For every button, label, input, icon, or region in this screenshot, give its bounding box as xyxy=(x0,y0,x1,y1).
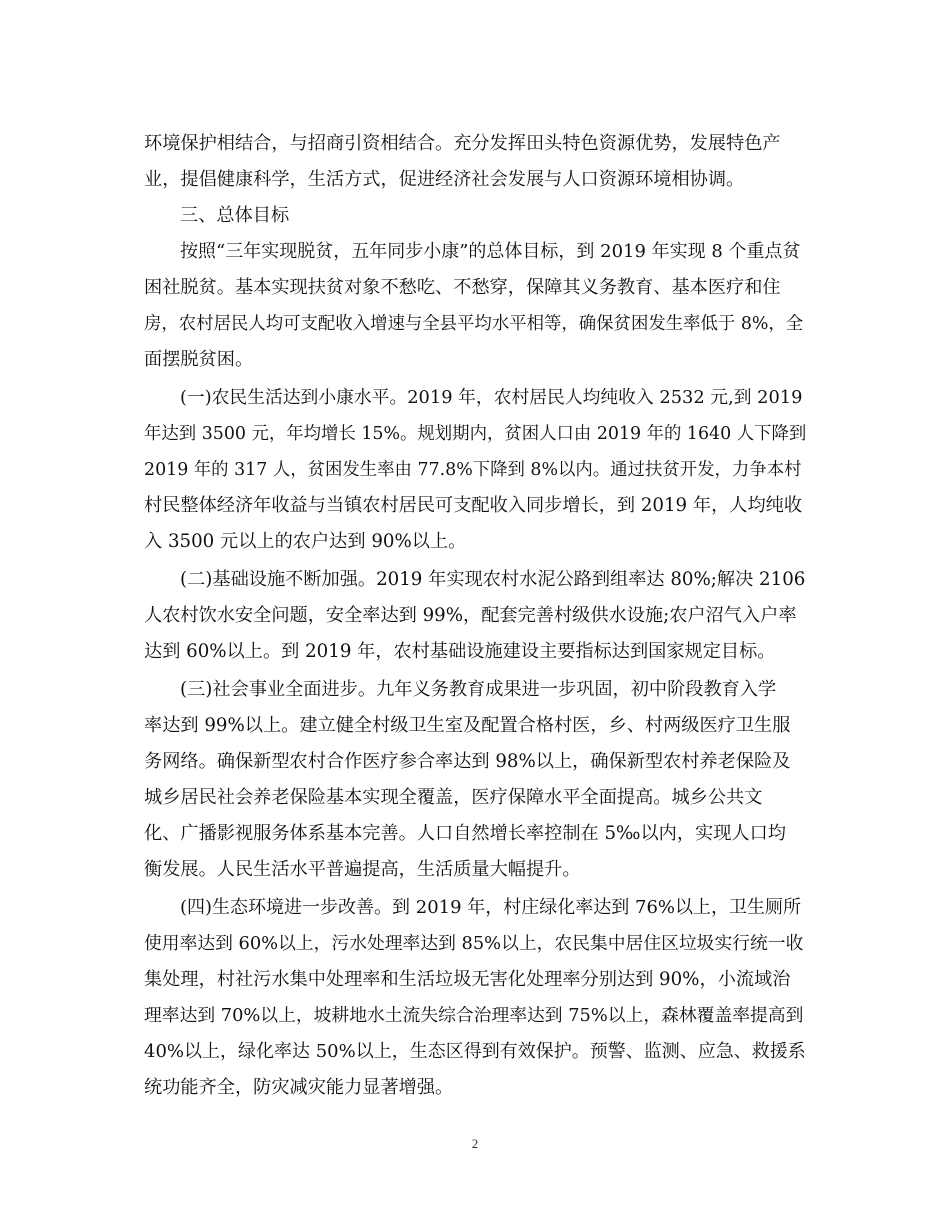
paragraph-line: 务网络。确保新型农村合作医疗参合率达到 98%以上，确保新型农村养老保险及 xyxy=(144,751,791,772)
paragraph-line: 村民整体经济年收益与当镇农村居民可支配收入同步增长，到 2019 年，人均纯收 xyxy=(144,495,803,516)
paragraph-line: 化、广播影视服务体系基本完善。人口自然增长率控制在 5‰以内，实现人口均 xyxy=(144,823,786,844)
section-heading: 三、总体目标 xyxy=(180,205,290,226)
paragraph-line: 按照“三年实现脱贫，五年同步小康”的总体目标，到 2019 年实现 8 个重点贫 xyxy=(180,241,801,262)
page-number: 2 xyxy=(471,1136,479,1151)
paragraph-line: (二)基础设施不断加强。2019 年实现农村水泥公路到组率达 80%;解决 2106 xyxy=(180,569,806,590)
paragraph-line: (三)社会事业全面进步。九年义务教育成果进一步巩固，初中阶段教育入学 xyxy=(180,679,777,700)
paragraph-line: 理率达到 70%以上，坡耕地水土流失综合治理率达到 75%以上，森林覆盖率提高到 xyxy=(144,1005,804,1026)
paragraph-line: 使用率达到 60%以上，污水处理率达到 85%以上，农民集中居住区垃圾实行统一收 xyxy=(144,933,804,954)
paragraph-line: 城乡居民社会养老保险基本实现全覆盖，医疗保障水平全面提高。城乡公共文 xyxy=(144,787,763,808)
paragraph-line: 环境保护相结合，与招商引资相结合。充分发挥田头特色资源优势，发展特色产 xyxy=(144,133,781,154)
paragraph-line: 达到 60%以上。到 2019 年，农村基础设施建设主要指标达到国家规定目标。 xyxy=(144,641,776,662)
paragraph-line: (四)生态环境进一步改善。到 2019 年，村庄绿化率达到 76%以上，卫生厕所 xyxy=(180,897,802,918)
paragraph-line: 入 3500 元以上的农户达到 90%以上。 xyxy=(144,531,467,552)
paragraph-line: 率达到 99%以上。建立健全村级卫生室及配置合格村医，乡、村两级医疗卫生服 xyxy=(144,715,791,736)
paragraph-line: 2019 年的 317 人，贫困发生率由 77.8%下降到 8%以内。通过扶贫开发，力争本村 xyxy=(144,460,802,480)
paragraph-line: 困社脱贫。基本实现扶贫对象不愁吃、不愁穿，保障其义务教育、基本医疗和住 xyxy=(144,277,781,298)
paragraph-line: 年达到 3500 元，年均增长 15%。规划期内，贫困人口由 2019 年的 1640 人下降到 xyxy=(144,424,807,444)
paragraph-line: 衡发展。人民生活水平普遍提高，生活质量大幅提升。 xyxy=(144,859,581,880)
paragraph-line: 房，农村居民人均可支配收入增速与全县平均水平相等，确保贫困发生率低于 8%，全 xyxy=(144,314,804,334)
paragraph-line: 业，提倡健康科学，生活方式，促进经济社会发展与人口资源环境相协调。 xyxy=(144,169,745,190)
paragraph-line: 面摆脱贫困。 xyxy=(144,349,254,370)
paragraph-line: 40%以上，绿化率达 50%以上，生态区得到有效保护。预警、监测、应急、救援系 xyxy=(144,1041,806,1062)
paragraph-line: 人农村饮水安全问题，安全率达到 99%，配套完善村级供水设施;农户沼气入户率 xyxy=(144,605,797,626)
paragraph-line: (一)农民生活达到小康水平。2019 年，农村居民人均纯收入 2532 元,到 2019 xyxy=(180,387,803,408)
paragraph-line: 集处理，村社污水集中处理率和生活垃圾无害化处理率分别达到 90%，小流域治 xyxy=(144,969,791,990)
paragraph-line: 统功能齐全，防灾减灾能力显著增强。 xyxy=(144,1077,454,1098)
